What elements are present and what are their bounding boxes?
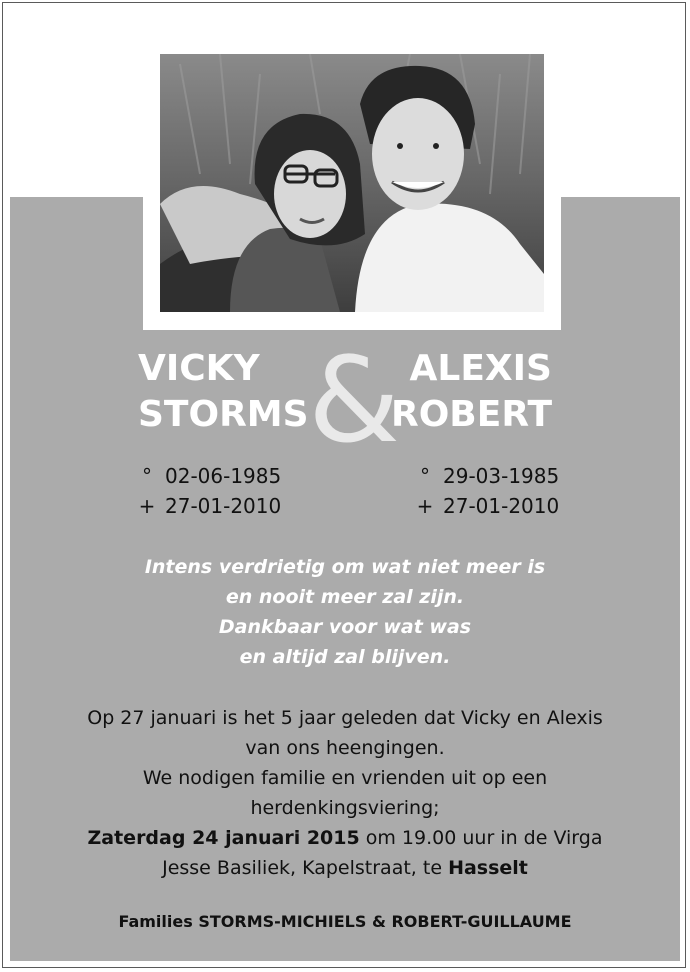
event-date: Zaterdag 24 januari 2015: [87, 827, 360, 849]
left-name: [138, 346, 309, 438]
right-death-date: 27-01-2010: [443, 494, 560, 518]
poem: [10, 552, 680, 672]
right-last-name: ROBERT: [390, 394, 552, 435]
left-last-name: STORMS: [138, 394, 309, 435]
death-symbol: +: [138, 494, 156, 518]
right-birth-row: [413, 461, 559, 491]
event-city: Hasselt: [448, 857, 528, 879]
announcement-line: herdenkingsviering;: [250, 797, 440, 819]
poem-line: Dankbaar voor wat was: [218, 616, 472, 638]
left-death-row: [135, 491, 281, 521]
left-first-name: VICKY: [138, 348, 260, 389]
poem-line: Intens verdrietig om wat niet meer is: [144, 556, 546, 578]
right-first-name: ALEXIS: [409, 348, 552, 389]
event-datetime-line: [30, 823, 660, 853]
birth-symbol: °: [142, 464, 152, 488]
right-dates: [413, 461, 559, 521]
right-death-row: [413, 491, 559, 521]
families-signature: Families STORMS-MICHIELS & ROBERT-GUILLAUME: [118, 912, 572, 931]
event-address: Jesse Basiliek, Kapelstraat, te: [162, 857, 449, 879]
event-location-line: [30, 853, 660, 883]
couple-photo: [160, 54, 544, 312]
poem-line: en nooit meer zal zijn.: [225, 586, 465, 608]
death-symbol: +: [416, 494, 434, 518]
poem-line: en altijd zal blijven.: [239, 646, 451, 668]
left-dates: [135, 461, 281, 521]
right-name: [391, 346, 552, 438]
announcement-line: Op 27 januari is het 5 jaar geleden dat Vicky en Alexis: [87, 707, 603, 729]
announcement: [30, 703, 660, 883]
birth-symbol: °: [420, 464, 430, 488]
announcement-line: van ons heengingen.: [245, 737, 445, 759]
left-birth-row: [135, 461, 281, 491]
left-birth-date: 02-06-1985: [165, 464, 282, 488]
event-time-place: om 19.00 uur in de Virga: [359, 827, 603, 849]
left-death-date: 27-01-2010: [165, 494, 282, 518]
right-birth-date: 29-03-1985: [443, 464, 560, 488]
announcement-line: We nodigen familie en vrienden uit op een: [142, 767, 548, 789]
ampersand: &: [308, 331, 401, 469]
